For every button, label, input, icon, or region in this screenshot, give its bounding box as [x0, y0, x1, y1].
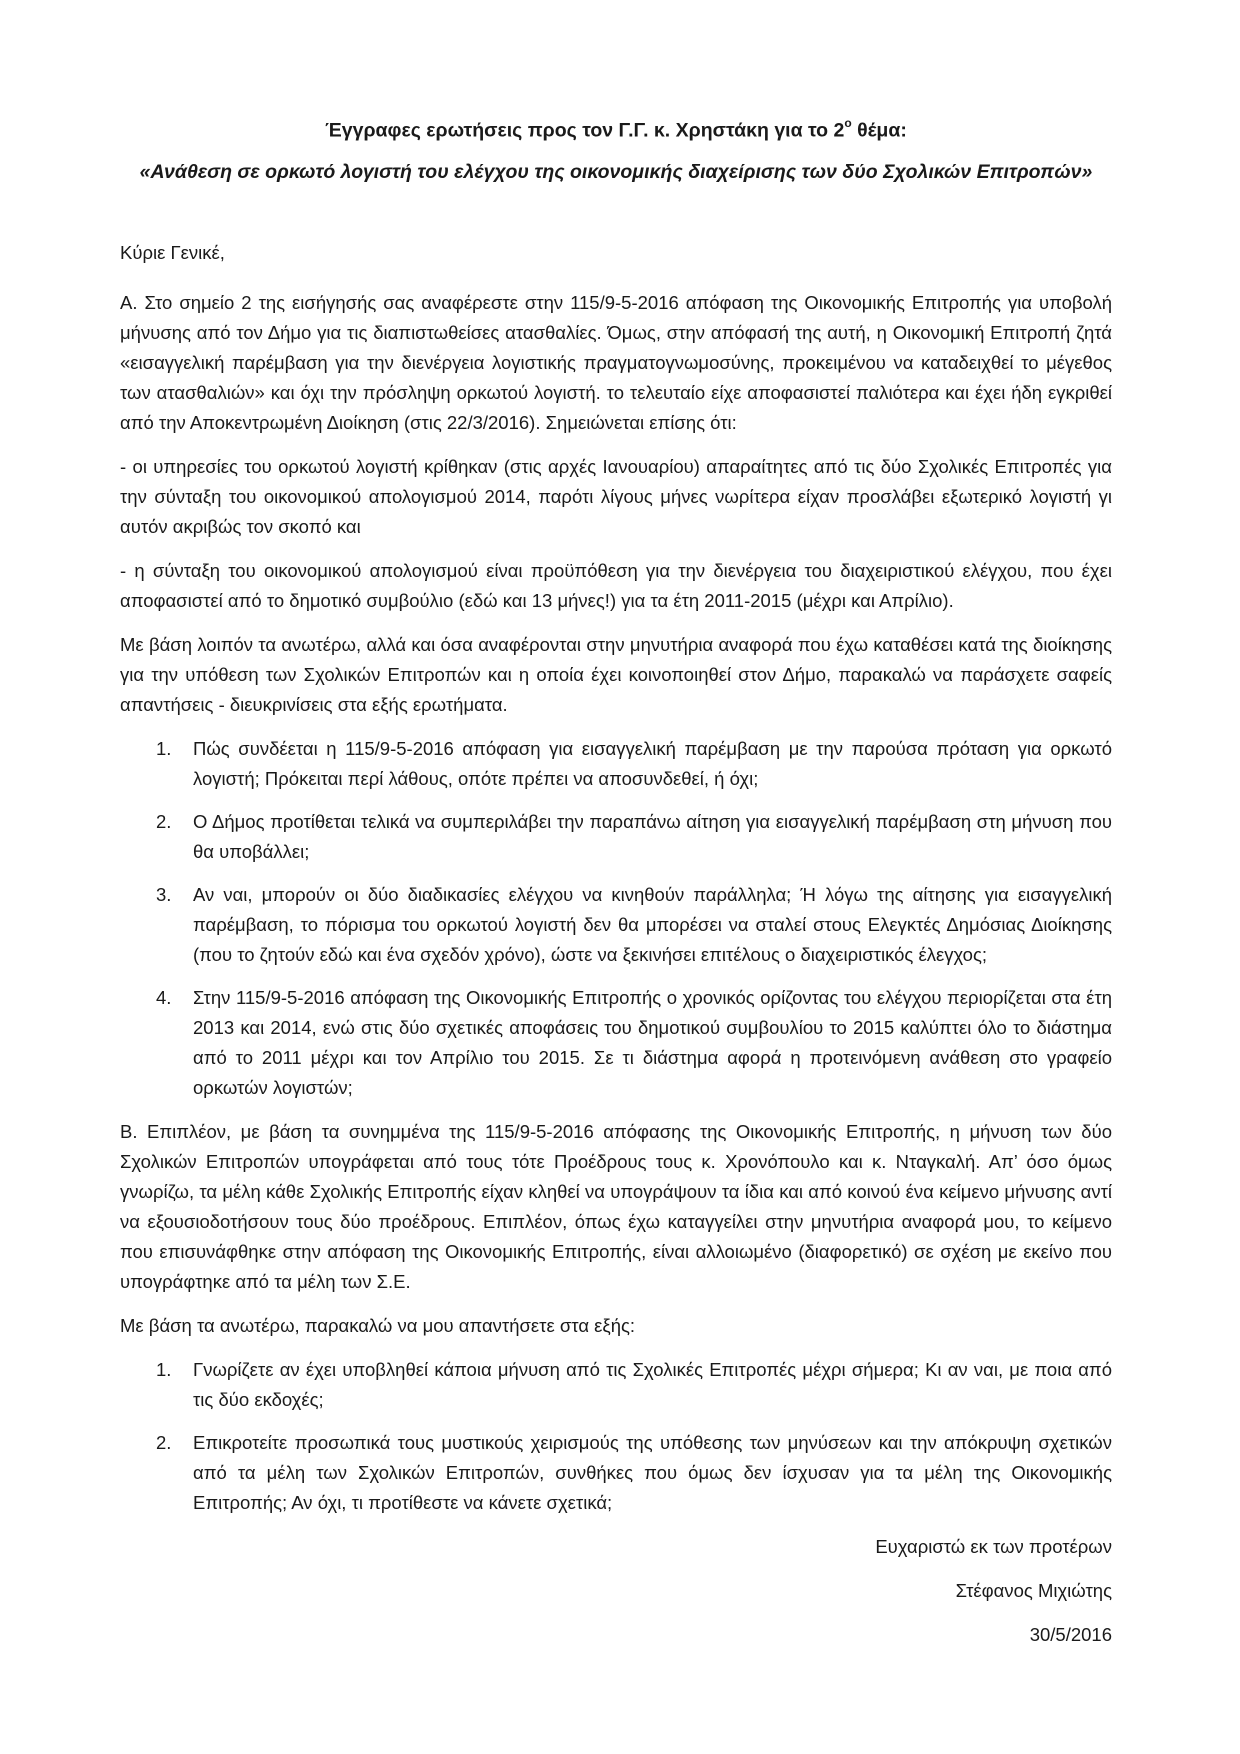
list-number: 3.: [156, 883, 172, 905]
title-main: Έγγραφες ερωτήσεις προς τον Γ.Γ. κ. Χρηστάκη για το 2: [325, 119, 845, 142]
list-item: [120, 880, 1112, 970]
title-superscript: ο: [844, 116, 852, 130]
salutation: Κύριε Γενικέ,: [120, 241, 225, 263]
list-number: 2.: [156, 1431, 172, 1453]
list-text: Επικροτείτε προσωπικά τους μυστικούς χειρισμούς της υπόθεσης των μηνύσεων και την απόκρυψη σχετικών από τα μέλη των Σχολικών Επιτροπών, συνθήκες που όμως δεν ίσχυσαν για τα μέλη της Οικονομικής Επιτροπής; Αν όχι, τι προτίθεστε να κάνετε σχετικά;: [193, 1431, 1112, 1513]
list-item: [120, 983, 1112, 1103]
list-item: [120, 1428, 1112, 1518]
list-number: 1.: [156, 1358, 172, 1380]
list-number: 1.: [156, 737, 172, 759]
document-date: 30/5/2016: [1029, 1623, 1112, 1645]
document-page: [120, 118, 1112, 1664]
document-title: [120, 118, 1112, 143]
document-subtitle: «Ανάθεση σε ορκωτό λογιστή του ελέγχου της οικονομικής διαχείρισης των δύο Σχολικών Επιτροπών»: [139, 160, 1093, 183]
list-text: Γνωρίζετε αν έχει υποβληθεί κάποια μήνυση από τις Σχολικές Επιτροπές μέχρι σήμερα; Κι αν ναι, με ποια από τις δύο εκδοχές;: [193, 1358, 1112, 1410]
title-end: θέμα:: [851, 119, 907, 142]
list-item: [120, 807, 1112, 867]
section-b-lead: Με βάση τα ανωτέρω, παρακαλώ να μου απαντήσετε στα εξής:: [120, 1314, 636, 1336]
list-item: [120, 734, 1112, 794]
section-a-questions: [120, 734, 1112, 1103]
section-a-lead: Με βάση λοιπόν τα ανωτέρω, αλλά και όσα αναφέρονται στην μηνυτήρια αναφορά που έχω καταθέσει κατά της διοίκησης για την υπόθεση των Σχολικών Επιτροπών και η οποία έχει κοινοποιηθεί στον Δήμο, παρακαλώ να παράσχετε σαφείς απαντήσεις - διευκρινίσεις στα εξής ερωτήματα.: [120, 633, 1112, 715]
section-a-bullet-2: - η σύνταξη του οικονομικού απολογισμού είναι προϋπόθεση για την διενέργεια του διαχειριστικού ελέγχου, που έχει αποφασιστεί από το δημοτικό συμβούλιο (εδώ και 13 μήνες!) για τα έτη 2011-2015 (μέχρι και Απρίλιο).: [120, 559, 1112, 611]
list-text: Αν ναι, μπορούν οι δύο διαδικασίες ελέγχου να κινηθούν παράλληλα; Ή λόγω της αίτησης για εισαγγελική παρέμβαση, το πόρισμα του ορκωτού λογιστή δεν θα μπορέσει να σταλεί στους Ελεγκτές Δημόσιας Διοίκησης (που το ζητούν εδώ και ένα σχεδόν χρόνο), ώστε να ξεκινήσει επιτέλους ο διαχειριστικός έλεγχος;: [193, 883, 1112, 965]
list-text: Πώς συνδέεται η 115/9-5-2016 απόφαση για εισαγγελική παρέμβαση με την παρούσα πρόταση για ορκωτό λογιστή; Πρόκειται περί λάθους, οπότε πρέπει να αποσυνδεθεί, ή όχι;: [193, 737, 1112, 789]
section-b-questions: [120, 1355, 1112, 1518]
section-b-intro: Β. Επιπλέον, με βάση τα συνημμένα της 115/9-5-2016 απόφασης της Οικονομικής Επιτροπής, η μήνυση των δύο Σχολικών Επιτροπών υπογράφεται από τους τότε Προέδρους τους κ. Χρονόπουλο και κ. Νταγκαλή. Απ’ όσο όμως γνωρίζω, τα μέλη κάθε Σχολικής Επιτροπής είχαν κληθεί να υπογράψουν τα ίδια και από κοινού ένα κείμενο μήνυσης αντί να εξουσιοδοτήσουν τους δύο προέδρους. Επιπλέον, όπως έχω καταγγείλει στην μηνυτήρια αναφορά μου, το κείμενο που επισυνάφθηκε στην απόφαση της Οικονομικής Επιτροπής, είναι αλλοιωμένο (διαφορετικό) σε σχέση με εκείνο που υπογράφτηκε από τα μέλη των Σ.Ε.: [120, 1120, 1112, 1292]
list-number: 4.: [156, 986, 172, 1008]
list-text: Ο Δήμος προτίθεται τελικά να συμπεριλάβει την παραπάνω αίτηση για εισαγγελική παρέμβαση στη μήνυση που θα υποβάλλει;: [193, 810, 1112, 862]
section-a-bullet-1: - οι υπηρεσίες του ορκωτού λογιστή κρίθηκαν (στις αρχές Ιανουαρίου) απαραίτητες από τις δύο Σχολικές Επιτροπές για την σύνταξη του οικονομικού απολογισμού 2014, παρότι λίγους μήνες νωρίτερα είχαν προσλάβει εξωτερικό λογιστή γι αυτόν ακριβώς τον σκοπό και: [120, 455, 1112, 537]
closing-line: Ευχαριστώ εκ των προτέρων: [875, 1535, 1112, 1557]
list-text: Στην 115/9-5-2016 απόφαση της Οικονομικής Επιτροπής ο χρονικός ορίζοντας του ελέγχου περιορίζεται στα έτη 2013 και 2014, ενώ στις δύο σχετικές αποφάσεις του δημοτικού συμβουλίου το 2015 καλύπτει όλο το διάστημα από το 2011 μέχρι και τον Απρίλιο του 2015. Σε τι διάστημα αφορά η προτεινόμενη ανάθεση στο γραφείο ορκωτών λογιστών;: [193, 986, 1112, 1098]
signature: Στέφανος Μιχιώτης: [955, 1579, 1112, 1601]
section-a-intro: Α. Στο σημείο 2 της εισήγησής σας αναφέρεστε στην 115/9-5-2016 απόφαση της Οικονομικής Επιτροπής για υποβολή μήνυσης από τον Δήμο για τις διαπιστωθείσες ατασθαλίες. Όμως, στην απόφασή της αυτή, η Οικονομική Επιτροπή ζητά «εισαγγελική παρέμβαση για την διενέργεια λογιστικής πραγματογνωμοσύνης, προκειμένου να καταδειχθεί το μέγεθος των ατασθαλιών» και όχι την πρόσληψη ορκωτού λογιστή. το τελευταίο είχε αποφασιστεί παλιότερα και έχει ήδη εγκριθεί από την Αποκεντρωμένη Διοίκηση (στις 22/3/2016). Σημειώνεται επίσης ότι:: [120, 291, 1112, 433]
list-number: 2.: [156, 810, 172, 832]
list-item: [120, 1355, 1112, 1415]
